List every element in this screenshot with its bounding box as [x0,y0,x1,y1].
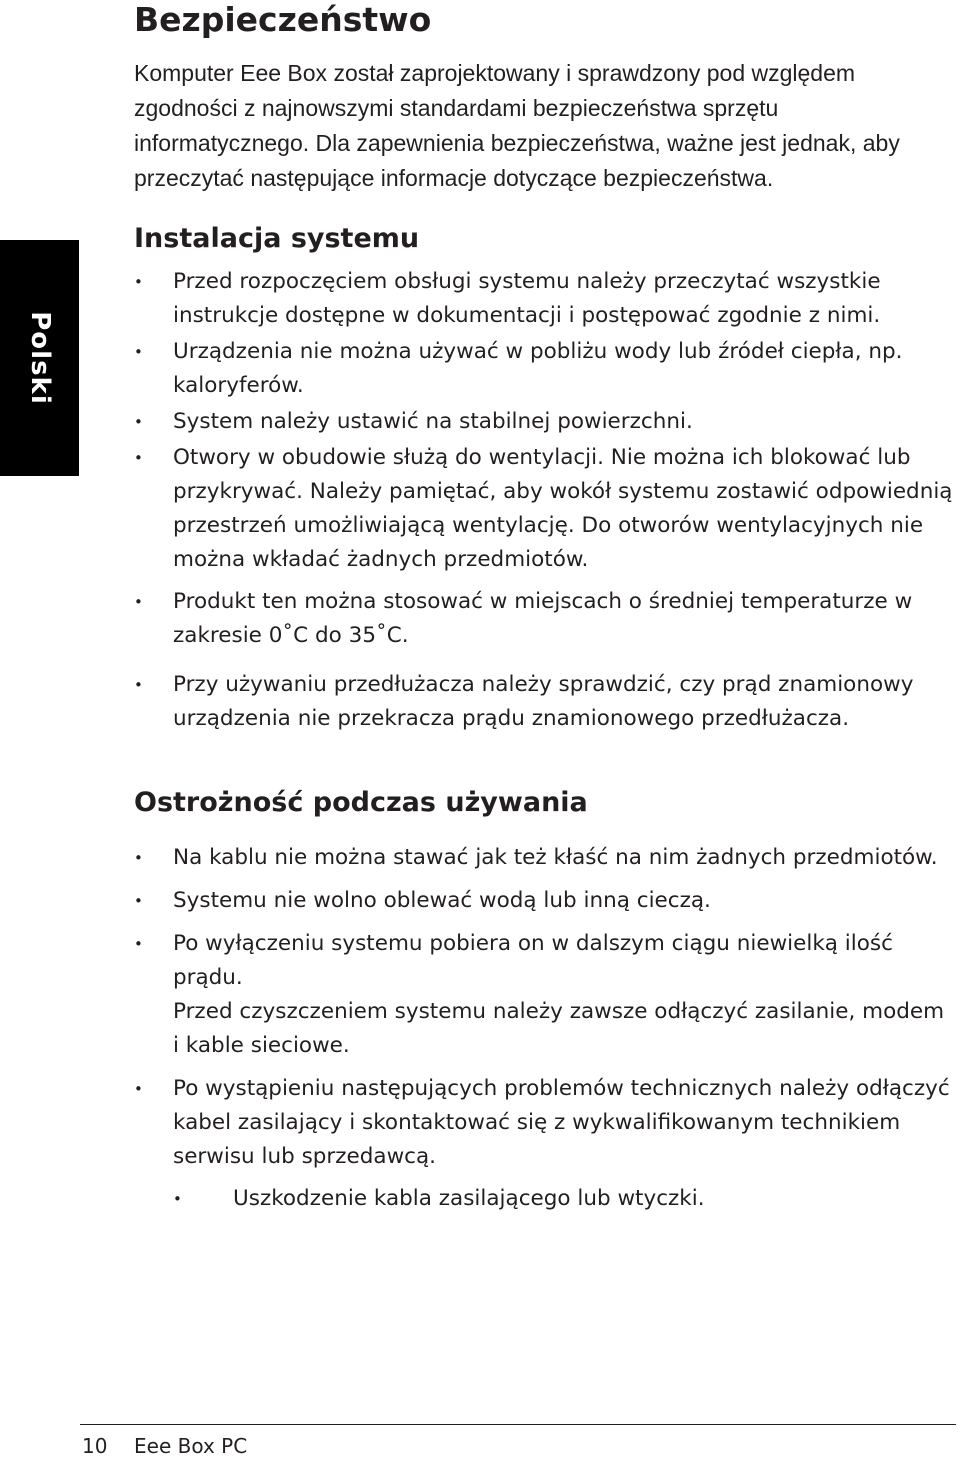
footer-product-name: Eee Box PC [134,1434,248,1458]
list-item [134,335,954,403]
intro-line: przeczytać następujące informacje dotyczące bezpieczeństwa. [134,165,774,191]
list-item [134,668,954,736]
sub-list-item-line: • Uszkodzenie kabla zasilającego lub wtyczki. [233,1186,705,1211]
list-item-line: przestrzeń umożliwiającą wentylację. Do otworów wentylacyjnych nie [173,513,924,538]
list-item-line: serwisu lub sprzedawcą. [173,1144,437,1169]
list-item-line: przykrywać. Należy pamiętać, aby wokół systemu zostawić odpowiednią [173,479,953,504]
list-item-line: • Przed rozpoczęciem obsługi systemu należy przeczytać wszystkie [173,269,881,294]
caution-list [134,841,954,1216]
list-item [134,585,954,653]
intro-line: zgodności z najnowszymi standardami bezpieczeństwa sprzętu [134,95,779,121]
sub-list-item [173,1182,954,1216]
list-item-line: kabel zasilający i skontaktować się z wykwalifikowanym technikiem [173,1110,901,1135]
list-item-line: • Otwory w obudowie służą do wentylacji. Nie można ich blokować lub [173,445,911,470]
intro-paragraph [134,56,934,196]
footer-divider [80,1424,956,1425]
language-tab [0,240,79,476]
list-item-line: • Po wystąpieniu następujących problemów technicznych należy odłączyć [173,1076,950,1101]
section-heading-installation: Instalacja systemu [134,223,420,254]
list-item-line: kaloryferów. [173,373,304,398]
list-item [134,927,954,1063]
list-item [134,441,954,577]
list-item-line: • Urządzenia nie można używać w pobliżu wody lub źródeł ciepła, np. [173,339,903,364]
list-item [134,265,954,333]
section-heading-caution: Ostrożność podczas używania [134,787,588,818]
installation-list [134,265,954,736]
intro-line: informatycznego. Dla zapewnienia bezpieczeństwa, ważne jest jednak, aby [134,130,900,156]
list-item-line: instrukcje dostępne w dokumentacji i postępować zgodnie z nimi. [173,303,881,328]
list-item [134,841,954,875]
list-item-line: można wkładać żadnych przedmiotów. [173,547,589,572]
language-tab-label: Polski [24,311,55,405]
list-item [134,884,954,918]
list-item-line: • Produkt ten można stosować w miejscach o średniej temperaturze w [173,589,913,614]
footer [82,1432,247,1460]
list-item-line: • Przy używaniu przedłużacza należy sprawdzić, czy prąd znamionowy [173,672,914,697]
list-item-line: i kable sieciowe. [173,1033,350,1058]
list-item-line: • Na kablu nie można stawać jak też kłaść na nim żadnych przedmiotów. [173,845,938,870]
list-item [134,405,954,439]
page-title: Bezpieczeństwo [134,0,432,39]
list-item-line: • System należy ustawić na stabilnej powierzchni. [173,409,693,434]
intro-line: Komputer Eee Box został zaprojektowany i sprawdzony pod względem [134,60,856,86]
page-number: 10 [82,1434,108,1458]
list-item-line: Przed czyszczeniem systemu należy zawsze odłączyć zasilanie, modem [173,999,945,1024]
list-item [134,1072,954,1174]
list-item-line: • Systemu nie wolno oblewać wodą lub inną cieczą. [173,888,711,913]
list-item-line: zakresie 0˚C do 35˚C. [173,623,409,648]
list-item-line: urządzenia nie przekracza prądu znamionowego przedłużacza. [173,706,850,731]
list-item-line: prądu. [173,965,243,990]
list-item-line: • Po wyłączeniu systemu pobiera on w dalszym ciągu niewielką ilość [173,931,893,956]
